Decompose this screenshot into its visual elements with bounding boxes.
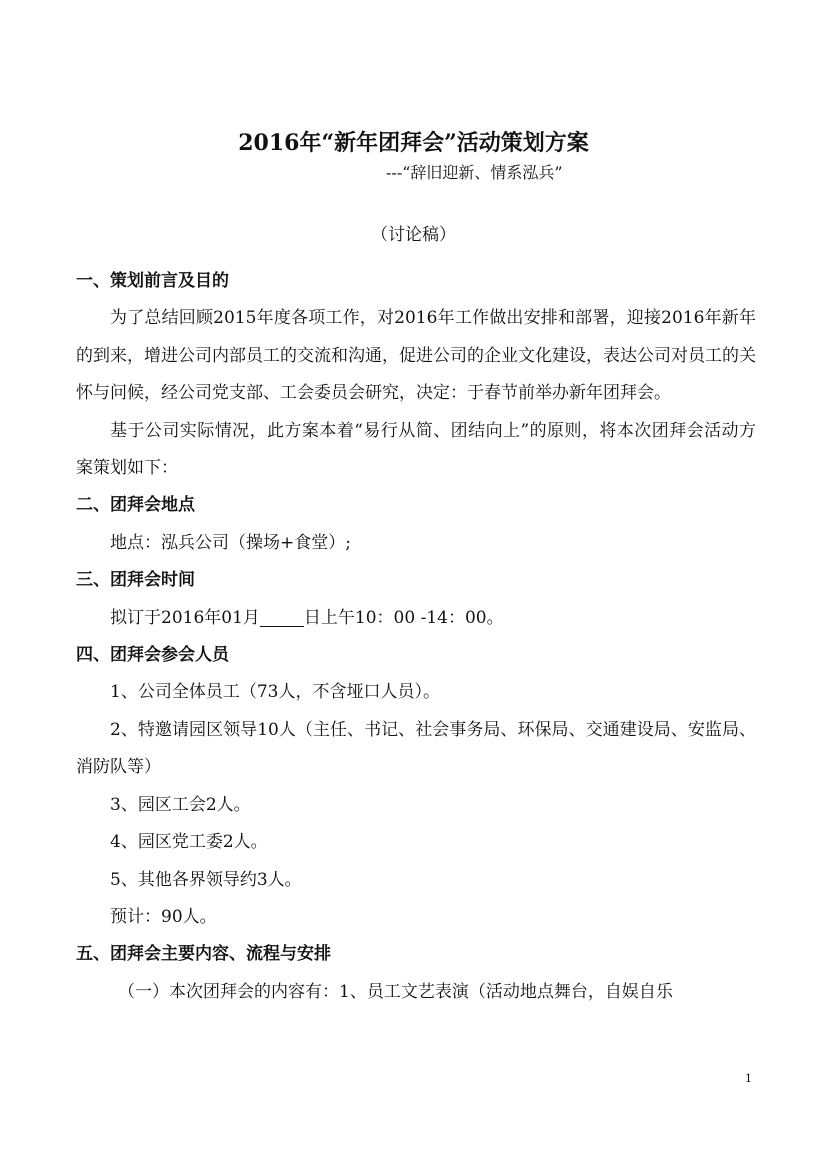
section-2-location: 地点：泓兵公司（操场+食堂）; xyxy=(110,532,351,553)
section-1-paragraph-1: 为了总结回顾2015年度各项工作，对2016年工作做出安排和部署，迎接2016年新年的到来，增进公司内部员工的交流和沟通，促进公司的企业文化建设，表达公司对员工的关怀与问候，经公司党支部、工会委员会研究，决定：于春节前举办新年团拜会。 xyxy=(76,308,756,404)
attendee-item-5: 5、其他各界领导约3人。 xyxy=(110,869,302,890)
draft-label: （讨论稿） xyxy=(371,225,456,245)
date-blank-line xyxy=(260,608,304,627)
time-text-start: 拟订于2016年01月 xyxy=(110,607,260,628)
section-3-time xyxy=(76,600,756,637)
document-title: 2016年“新年团拜会”活动策划方案 xyxy=(238,130,589,156)
time-text-end: 日上午10：00 -14：00。 xyxy=(303,607,504,628)
attendee-item-4: 4、园区党工委2人。 xyxy=(110,832,268,853)
attendee-total: 预计：90人。 xyxy=(110,906,217,927)
attendee-item-3: 3、园区工会2人。 xyxy=(110,794,251,815)
section-2-heading: 二、团拜会地点 xyxy=(76,495,195,516)
section-3-heading: 三、团拜会时间 xyxy=(76,570,195,591)
section-5-heading: 五、团拜会主要内容、流程与安排 xyxy=(76,944,331,965)
page-number: 1 xyxy=(745,1072,752,1085)
section-5-paragraph-1: （一）本次团拜会的内容有：1、员工文艺表演（活动地点舞台，自娱自乐 xyxy=(118,981,673,1002)
section-1-heading: 一、策划前言及目的 xyxy=(76,271,229,291)
document-body xyxy=(76,263,756,1011)
section-1-paragraph-2: 基于公司实际情况，此方案本着“易行从简、团结向上”的原则，将本次团拜会活动方案策划如下： xyxy=(76,420,756,479)
attendee-item-2: 2、特邀请园区领导10人（主任、书记、社会事务局、环保局、交通建设局、安监局、消防队等） xyxy=(76,719,756,778)
document-subtitle: ---“辞旧迎新、情系泓兵” xyxy=(386,163,563,182)
attendee-item-1: 1、公司全体员工（73人，不含垭口人员）。 xyxy=(110,682,440,703)
section-4-heading: 四、团拜会参会人员 xyxy=(76,645,229,666)
